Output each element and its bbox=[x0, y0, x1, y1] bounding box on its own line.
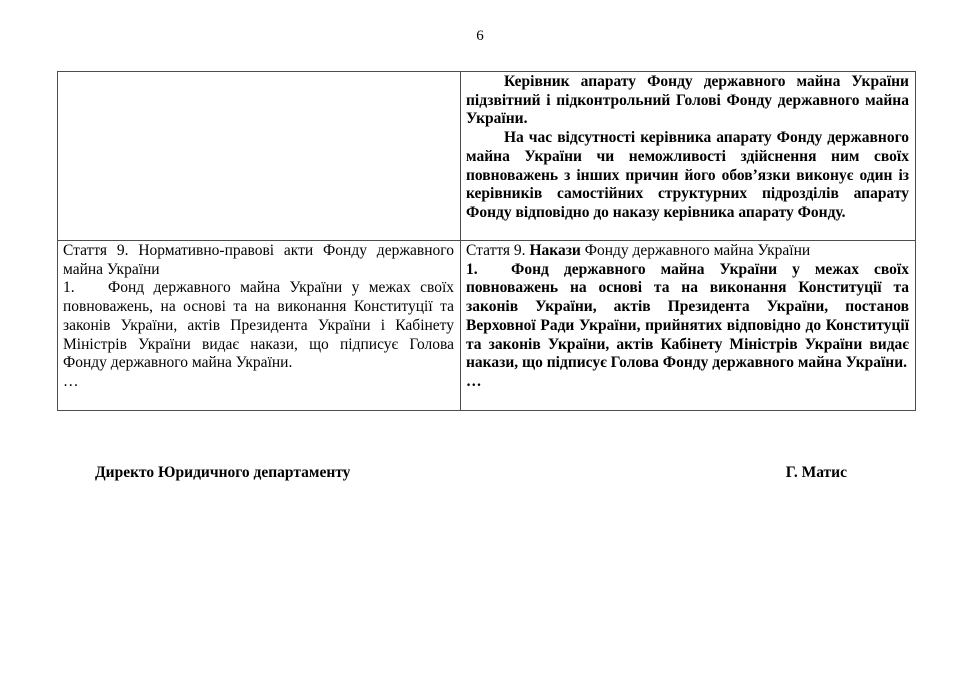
text-run: … bbox=[63, 372, 79, 390]
paragraph bbox=[466, 129, 909, 223]
text-run: Стаття 9. Нормативно-правові акти Фонду державного майна України bbox=[63, 242, 454, 278]
signature-block bbox=[57, 463, 915, 482]
text-run: … bbox=[466, 372, 482, 390]
comparison-table bbox=[57, 71, 916, 411]
text-run: Керівник апарату Фонду державного майна України підзвітний і підконтрольний Голові Фонду державного майна України. bbox=[466, 73, 909, 128]
paragraph bbox=[466, 242, 909, 261]
table-cell-old-version bbox=[58, 241, 461, 411]
page-number: 6 bbox=[476, 28, 484, 44]
table-cell-new-version bbox=[461, 72, 916, 241]
text-run: Накази bbox=[529, 242, 581, 259]
table-row bbox=[58, 241, 916, 411]
text-run: На час відсутності керівника апарату Фонду державного майна України чи неможливості здійснення ним своїх повноважень з інших причин його обов’язки виконує один із керівників самостійних структурних підрозділів апарату Фонду відповідно до наказу керівника апарату Фонду. bbox=[466, 129, 909, 221]
signature-title: Директо Юридичного департаменту bbox=[95, 464, 351, 481]
text-run: Фонду державного майна України bbox=[580, 242, 811, 259]
paragraph bbox=[63, 373, 454, 392]
table-cell-new-version bbox=[461, 241, 916, 411]
comparison-table-body bbox=[58, 72, 916, 411]
paragraph bbox=[466, 261, 909, 373]
table-cell-old-version bbox=[58, 72, 461, 241]
text-run: Стаття 9. bbox=[466, 242, 530, 259]
paragraph bbox=[63, 279, 454, 373]
text-run: Фонд державного майна України у межах своїх повноважень, на основі та на виконання Конституції та законів України, актів Президента України і Кабінету Міністрів України видає накази, що підписує Голова Фонду державного майна України. bbox=[63, 279, 454, 372]
text-run: 1. bbox=[466, 260, 478, 278]
text-run: Фонд державного майна України у межах своїх повноважень на основі та на виконання Конституції та законів України, актів Президента України, постанов Верховної Ради України, прийнятих відповідно до Конституції та законів України, актів Кабінету Міністрів України видає накази, що підписує Голова Фонду державного майна України. bbox=[466, 260, 909, 372]
signature-name: Г. Матис bbox=[785, 464, 847, 481]
paragraph bbox=[63, 242, 454, 279]
table-row bbox=[58, 72, 916, 241]
paragraph bbox=[466, 373, 909, 392]
text-run: 1. bbox=[63, 279, 75, 297]
paragraph bbox=[466, 73, 909, 129]
